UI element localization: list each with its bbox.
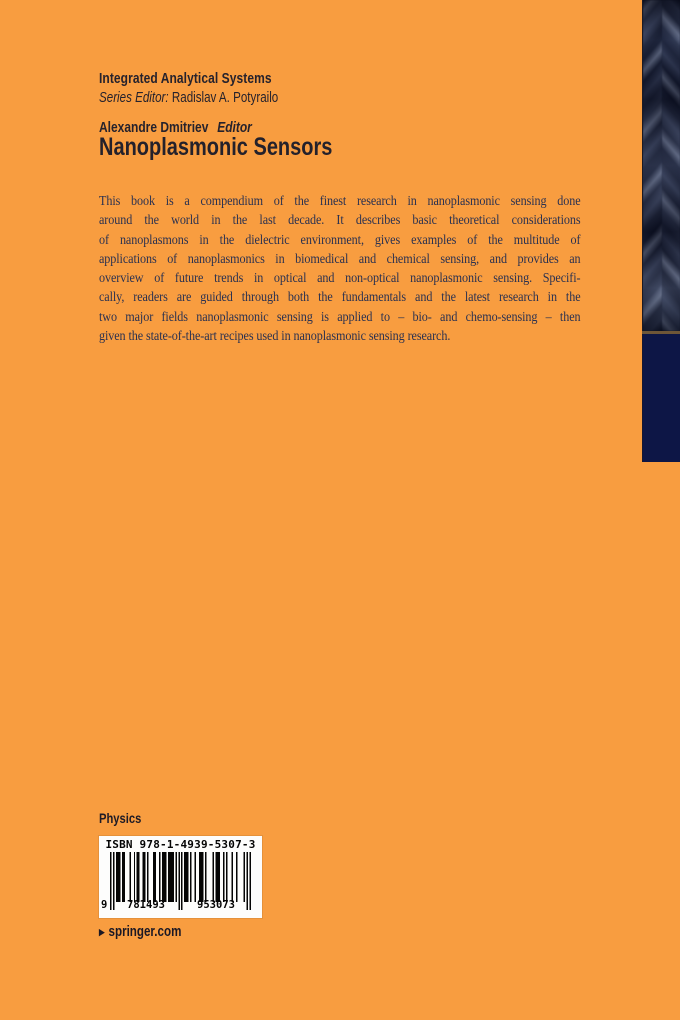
stripe-sheen-overlay bbox=[643, 0, 680, 331]
description-line: of nanoplasmons in the dielectric environment, gives examples of the multitude of bbox=[99, 231, 581, 247]
publisher-line bbox=[99, 924, 202, 940]
author-name: Alexandre Dmitriev bbox=[99, 119, 209, 136]
publisher-url: springer.com bbox=[108, 924, 182, 940]
publisher-arrow-icon: ▶ bbox=[99, 927, 105, 937]
category-label bbox=[99, 810, 152, 826]
series-editor-label: Series Editor: bbox=[99, 90, 169, 106]
category-text: Physics bbox=[99, 810, 142, 826]
series-editor-line bbox=[99, 90, 323, 106]
description-line: applications of nanoplasmonics in biomedical and chemical sensing, and provides an bbox=[99, 250, 581, 266]
author-role: Editor bbox=[217, 119, 252, 136]
barcode-digit-left: 9 bbox=[101, 899, 108, 911]
decorative-chevron-stripe bbox=[642, 0, 680, 331]
book-description bbox=[99, 191, 581, 345]
navy-panel bbox=[642, 334, 680, 462]
book-title bbox=[99, 133, 391, 162]
description-line: given the state-of-the-art recipes used in nanoplasmonic sensing research. bbox=[99, 328, 451, 344]
description-line: two major fields nanoplasmonic sensing is applied to – bio- and chemo-sensing – then bbox=[99, 308, 581, 324]
series-title-text: Integrated Analytical Systems bbox=[99, 70, 272, 87]
series-editor-name: Radislav A. Potyrailo bbox=[171, 90, 279, 106]
description-line: overview of future trends in optical and non-optical nanoplasmonic sensing. Specifi- bbox=[99, 270, 581, 286]
description-line: around the world in the last decade. It describes basic theoretical considerations bbox=[99, 212, 581, 228]
barcode-digit-group1: 781493 bbox=[127, 899, 165, 911]
description-line: cally, readers are guided through both the fundamentals and the latest research in the bbox=[99, 289, 581, 305]
isbn-label: ISBN 978-1-4939-5307-3 bbox=[105, 838, 256, 851]
isbn-barcode-box bbox=[99, 836, 262, 918]
barcode-digit-group2: 953073 bbox=[197, 899, 235, 911]
book-title-text: Nanoplasmonic Sensors bbox=[99, 133, 333, 161]
description-line: This book is a compendium of the finest research in nanoplasmonic sensing done bbox=[99, 193, 581, 208]
series-title bbox=[99, 70, 315, 87]
